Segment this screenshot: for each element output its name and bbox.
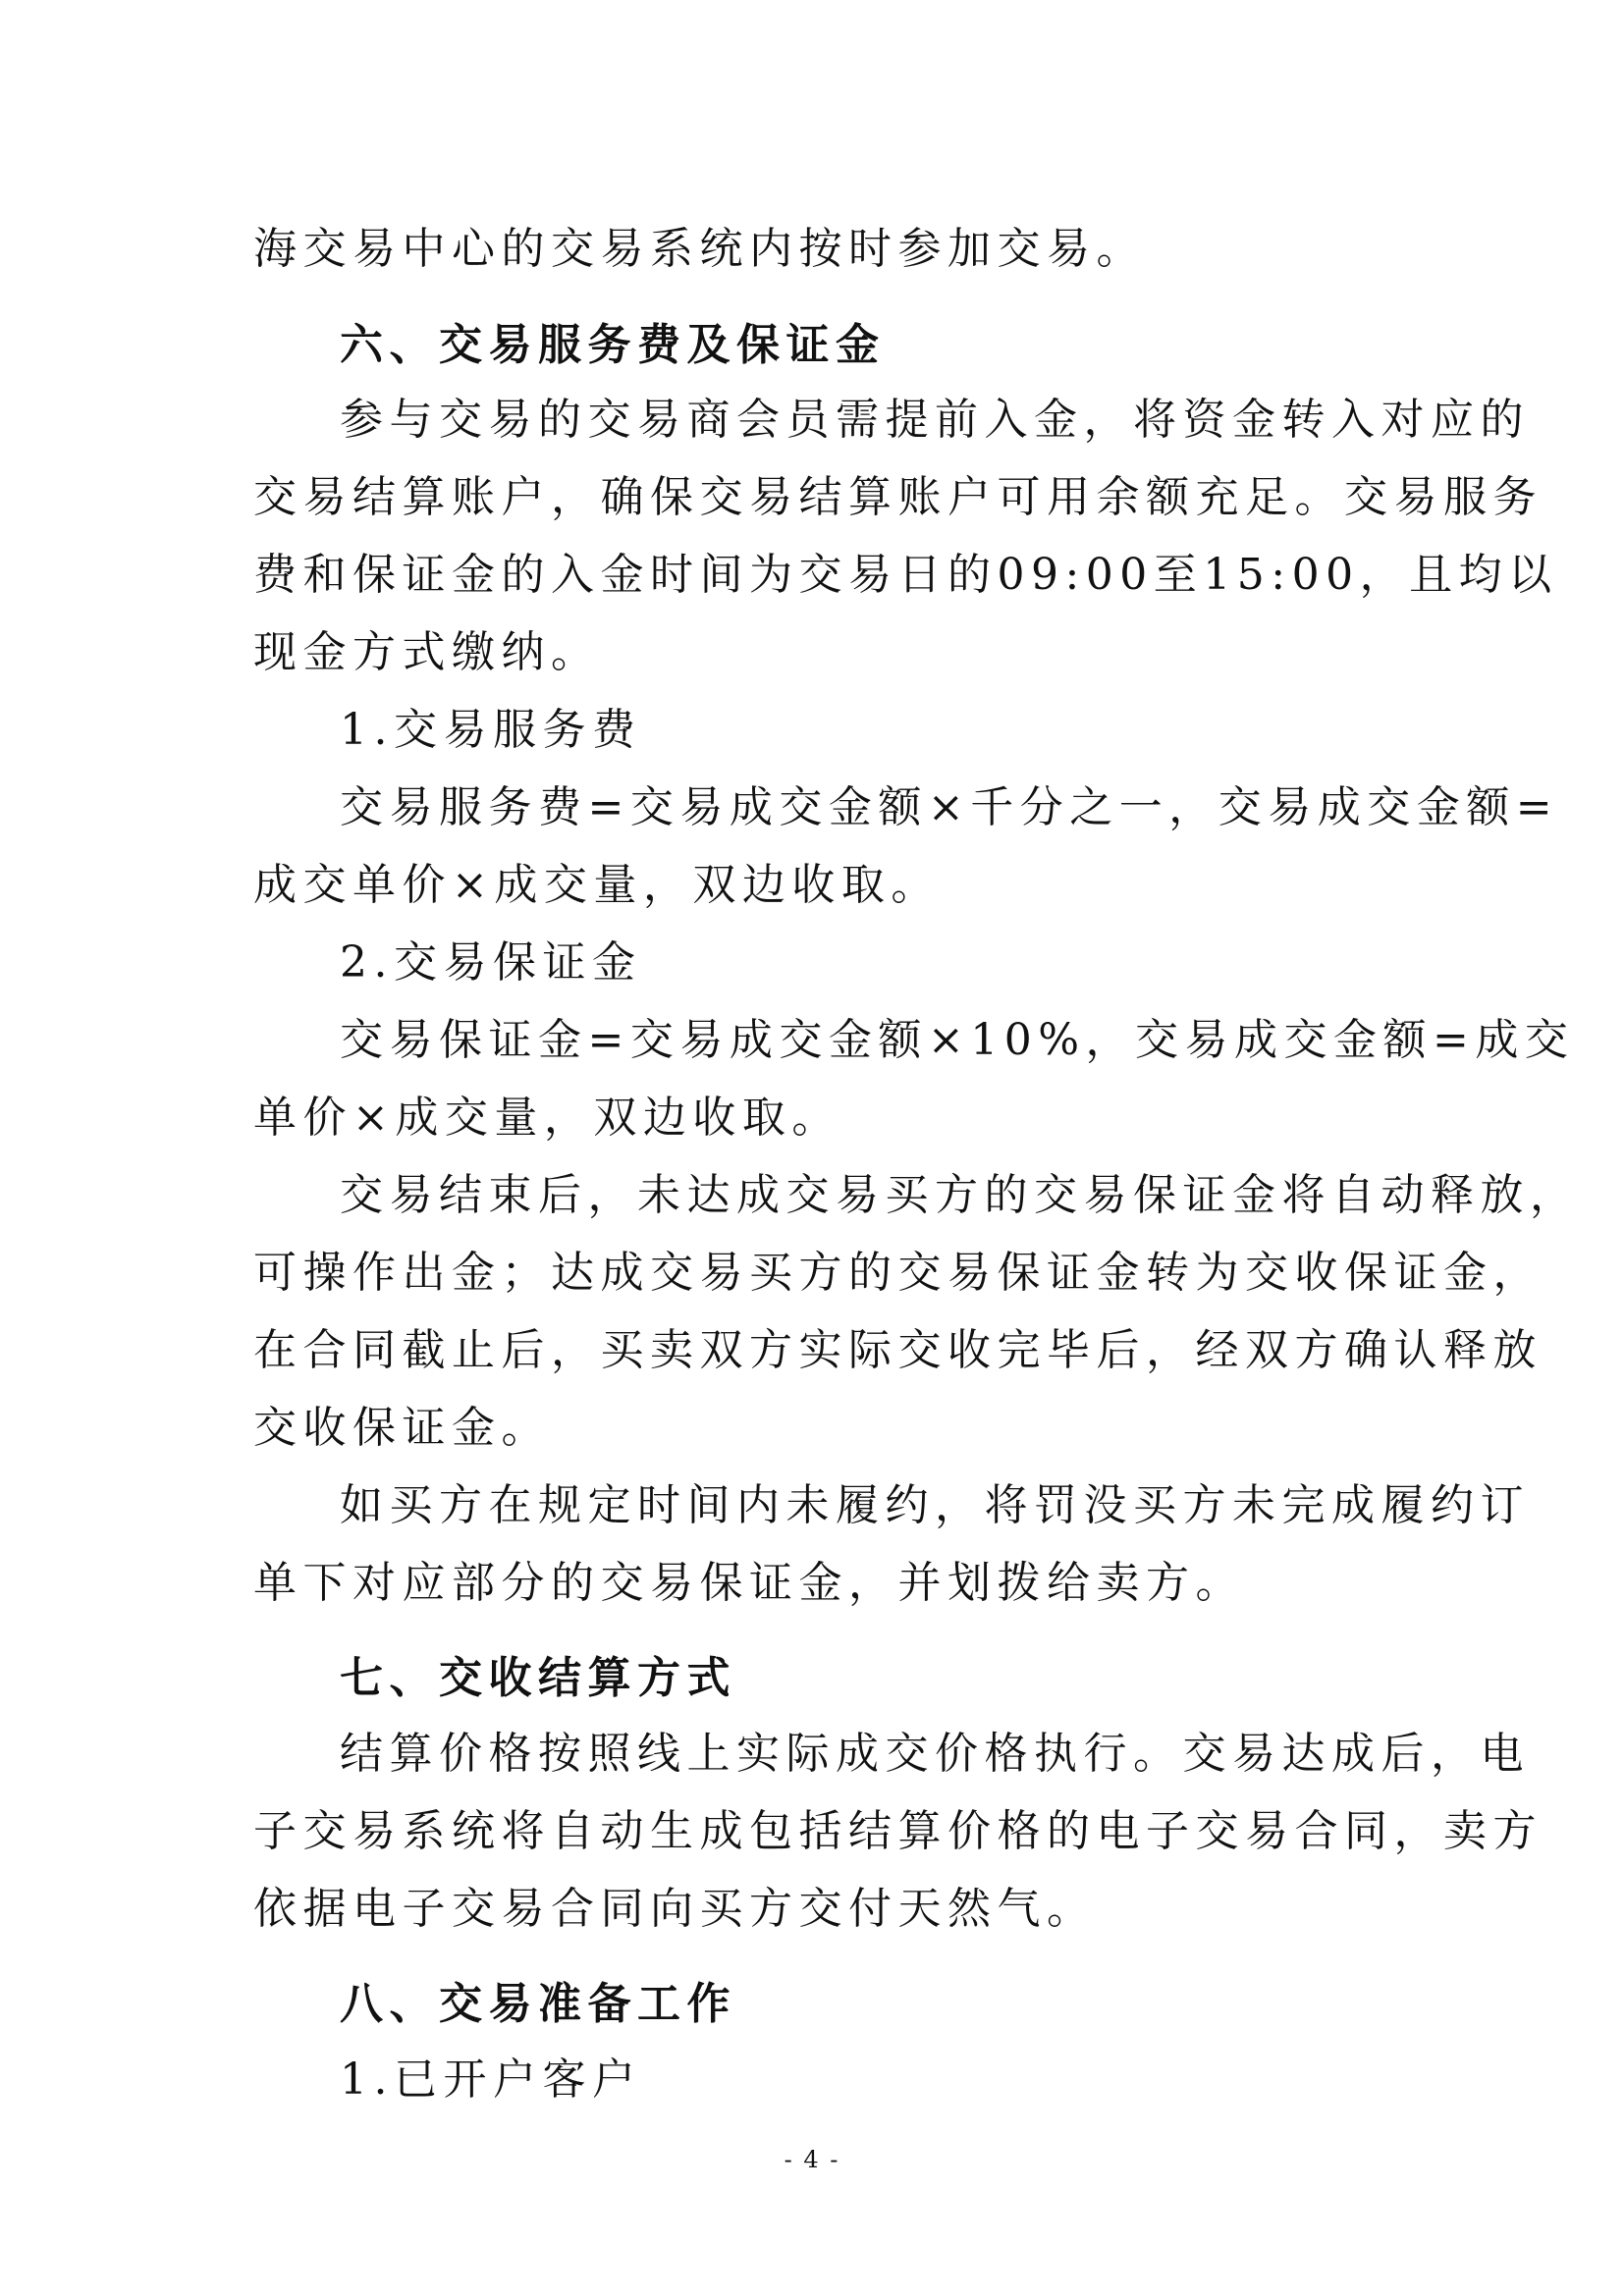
subheading-service-fee: 1.交易服务费: [340, 705, 642, 755]
paragraph-line: 单价×成交量，双边收取。: [253, 1093, 841, 1143]
paragraph-line: 交易保证金=交易成交金额×10%，交易成交金额=成交: [340, 1015, 1575, 1065]
paragraph-line: 成交单价×成交量，双边收取。: [253, 860, 941, 910]
paragraph-continuation: 海交易中心的交易系统内按时参加交易。: [253, 224, 1146, 274]
paragraph-line: 交易服务费=交易成交金额×千分之一，交易成交金额=: [340, 782, 1559, 832]
section-heading-7: 七、交收结算方式: [340, 1653, 736, 1703]
subheading-margin: 2.交易保证金: [340, 937, 642, 988]
page-number: - 4 -: [784, 2146, 840, 2173]
subheading-opened-accounts: 1.已开户客户: [340, 2055, 642, 2105]
paragraph-line: 如买方在规定时间内未履约，将罚没买方未完成履约订: [340, 1480, 1530, 1530]
paragraph-line: 依据电子交易合同向买方交付天然气。: [253, 1884, 1097, 1934]
paragraph-line: 交收保证金。: [253, 1403, 551, 1453]
paragraph-line: 费和保证金的入金时间为交易日的09:00至15:00，且均以: [253, 550, 1558, 600]
paragraph-line: 现金方式缴纳。: [253, 627, 601, 677]
paragraph-line: 交易结束后，未达成交易买方的交易保证金将自动释放，: [340, 1170, 1580, 1220]
paragraph-line: 结算价格按照线上实际成交价格执行。交易达成后，电: [340, 1729, 1530, 1779]
paragraph-line: 交易结算账户，确保交易结算账户可用余额充足。交易服务: [253, 472, 1543, 522]
paragraph-line: 在合同截止后，买卖双方实际交收完毕后，经双方确认释放: [253, 1325, 1543, 1375]
paragraph-line: 子交易系统将自动生成包括结算价格的电子交易合同，卖方: [253, 1806, 1543, 1856]
section-heading-6: 六、交易服务费及保证金: [340, 320, 886, 370]
paragraph-line: 可操作出金；达成交易买方的交易保证金转为交收保证金，: [253, 1248, 1543, 1298]
section-heading-8: 八、交易准备工作: [340, 1979, 736, 2029]
paragraph-line: 单下对应部分的交易保证金，并划拨给卖方。: [253, 1558, 1245, 1608]
paragraph-line: 参与交易的交易商会员需提前入金，将资金转入对应的: [340, 395, 1530, 445]
